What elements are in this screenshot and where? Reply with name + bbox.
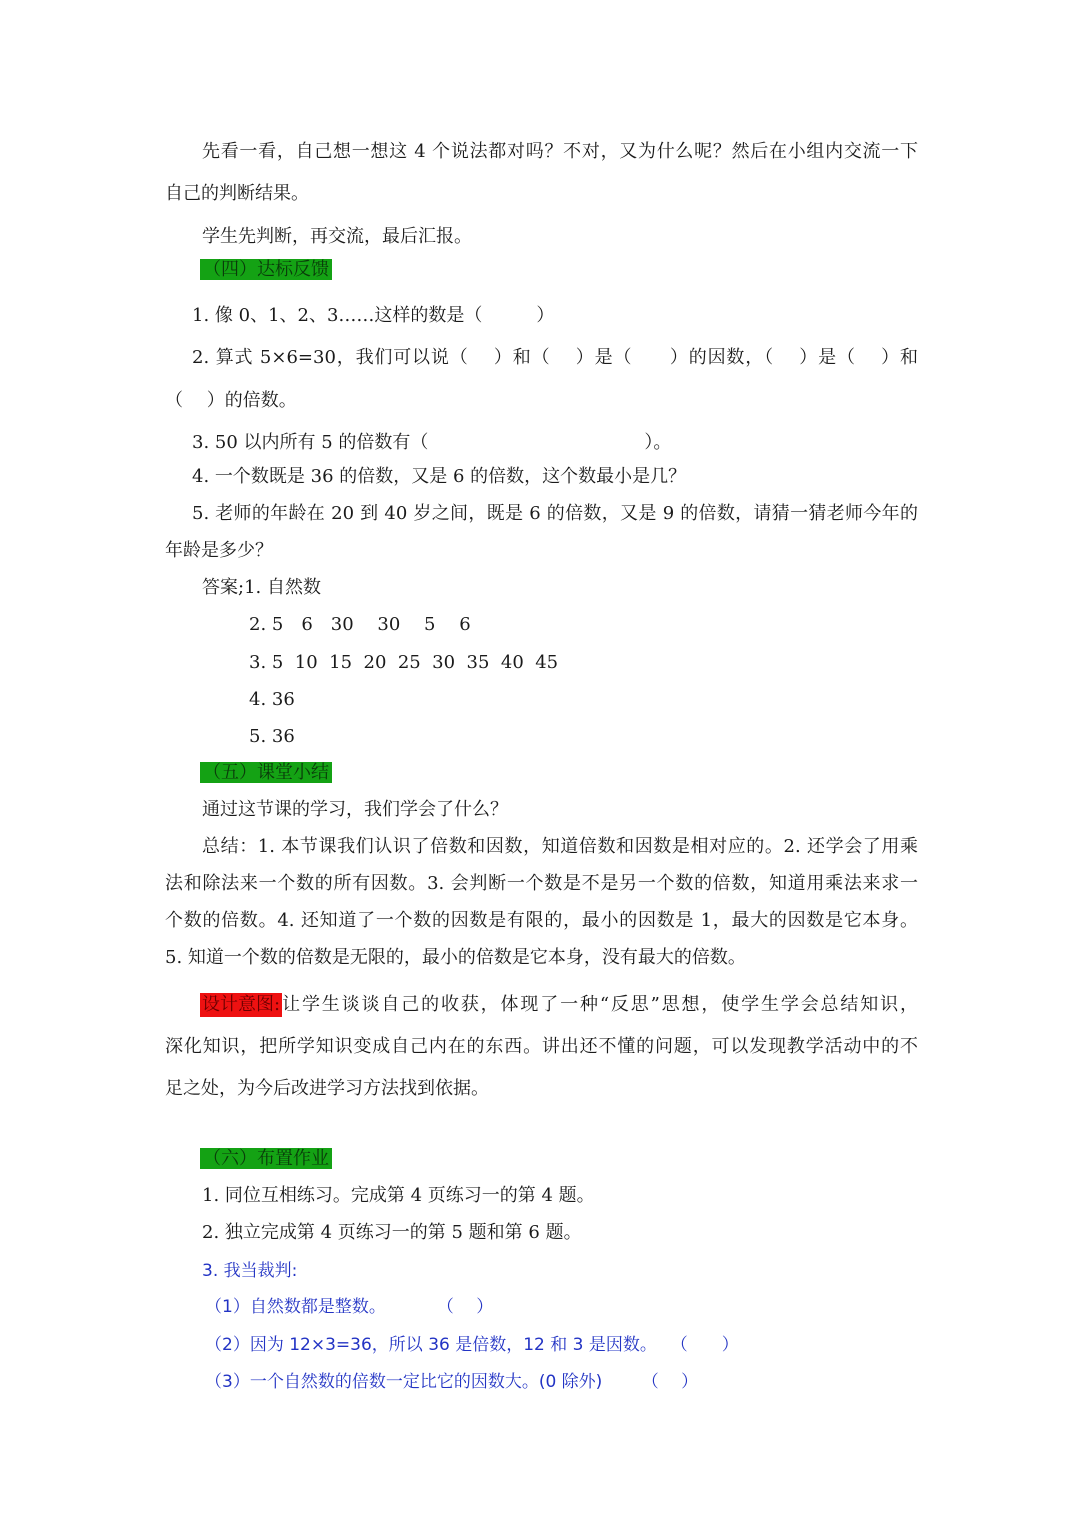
intro-line-1: 先看一看，自己想一想这 4 个说法都对吗？不对，又为什么呢？然后在小组内交流一下 [202, 141, 918, 162]
summary-line-3: 个数的倍数。4. 还知道了一个数的因数是有限的，最小的因数是 1，最大的因数是它本身。 [165, 910, 918, 931]
question-3: 3. 50 以内所有 5 的倍数有（ ）。 [192, 432, 672, 453]
section-6-heading [200, 1147, 332, 1171]
design-intent-text-1: 让学生谈谈自己的收获，体现了一种“反思”思想，使学生学会总结知识， [282, 994, 918, 1015]
question-2-line-1: 2. 算式 5×6=30，我们可以说（ ）和（ ）是（ ）的因数，（ ）是（ ）和 [192, 347, 918, 368]
section-5-heading [200, 761, 332, 785]
judge-item-3: （3）一个自然数的倍数一定比它的因数大。(0 除外) （ ） [205, 1372, 699, 1392]
homework-1: 1. 同位互相练习。完成第 4 页练习一的第 4 题。 [202, 1185, 595, 1206]
design-intent-label: 设计意图: [202, 994, 281, 1015]
intro-line-2: 自己的判断结果。 [165, 183, 309, 204]
answer-2: 2. 5 6 30 30 5 6 [249, 614, 471, 635]
summary-line-2: 法和除法来一个数的所有因数。3. 会判断一个数是不是另一个数的倍数，知道用乘法来求一 [165, 873, 918, 894]
homework-3-title: 3. 我当裁判: [202, 1261, 298, 1281]
question-5-line-2: 年龄是多少？ [165, 540, 273, 561]
intro-line-3: 学生先判断，再交流，最后汇报。 [202, 226, 472, 247]
section-6-heading-text: （六）布置作业 [200, 1148, 332, 1169]
question-2-line-2: （ ）的倍数。 [165, 390, 297, 411]
design-intent-line-1 [200, 993, 918, 1017]
question-1: 1. 像 0、1、2、3……这样的数是（ ） [192, 305, 555, 326]
question-4: 4. 一个数既是 36 的倍数，又是 6 的倍数，这个数最小是几？ [192, 466, 687, 487]
design-intent-line-3: 足之处，为今后改进学习方法找到依据。 [165, 1078, 489, 1099]
summary-line-4: 5. 知道一个数的倍数是无限的，最小的倍数是它本身，没有最大的倍数。 [165, 947, 746, 968]
answer-4: 4. 36 [249, 689, 295, 710]
answer-5: 5. 36 [249, 726, 295, 747]
section-4-heading-text: （四）达标反馈 [200, 259, 332, 280]
summary-prompt: 通过这节课的学习，我们学会了什么？ [202, 799, 508, 820]
question-5-line-1: 5. 老师的年龄在 20 到 40 岁之间，既是 6 的倍数，又是 9 的倍数，请猜一猜老师今年的 [192, 503, 918, 524]
answer-3: 3. 5 10 15 20 25 30 35 40 45 [249, 652, 559, 673]
summary-line-1: 总结：1. 本节课我们认识了倍数和因数，知道倍数和因数是相对应的。2. 还学会了用乘 [202, 836, 918, 857]
answer-label: 答案;1. 自然数 [202, 577, 321, 598]
section-4-heading [200, 258, 332, 282]
judge-item-2: （2）因为 12×3=36，所以 36 是倍数，12 和 3 是因数。 （ ） [205, 1335, 739, 1355]
judge-item-1: （1）自然数都是整数。 （ ） [205, 1297, 494, 1317]
homework-2: 2. 独立完成第 4 页练习一的第 5 题和第 6 题。 [202, 1222, 582, 1243]
design-intent-line-2: 深化知识，把所学知识变成自己内在的东西。讲出还不懂的问题，可以发现教学活动中的不 [165, 1036, 918, 1057]
section-5-heading-text: （五）课堂小结 [200, 762, 332, 783]
